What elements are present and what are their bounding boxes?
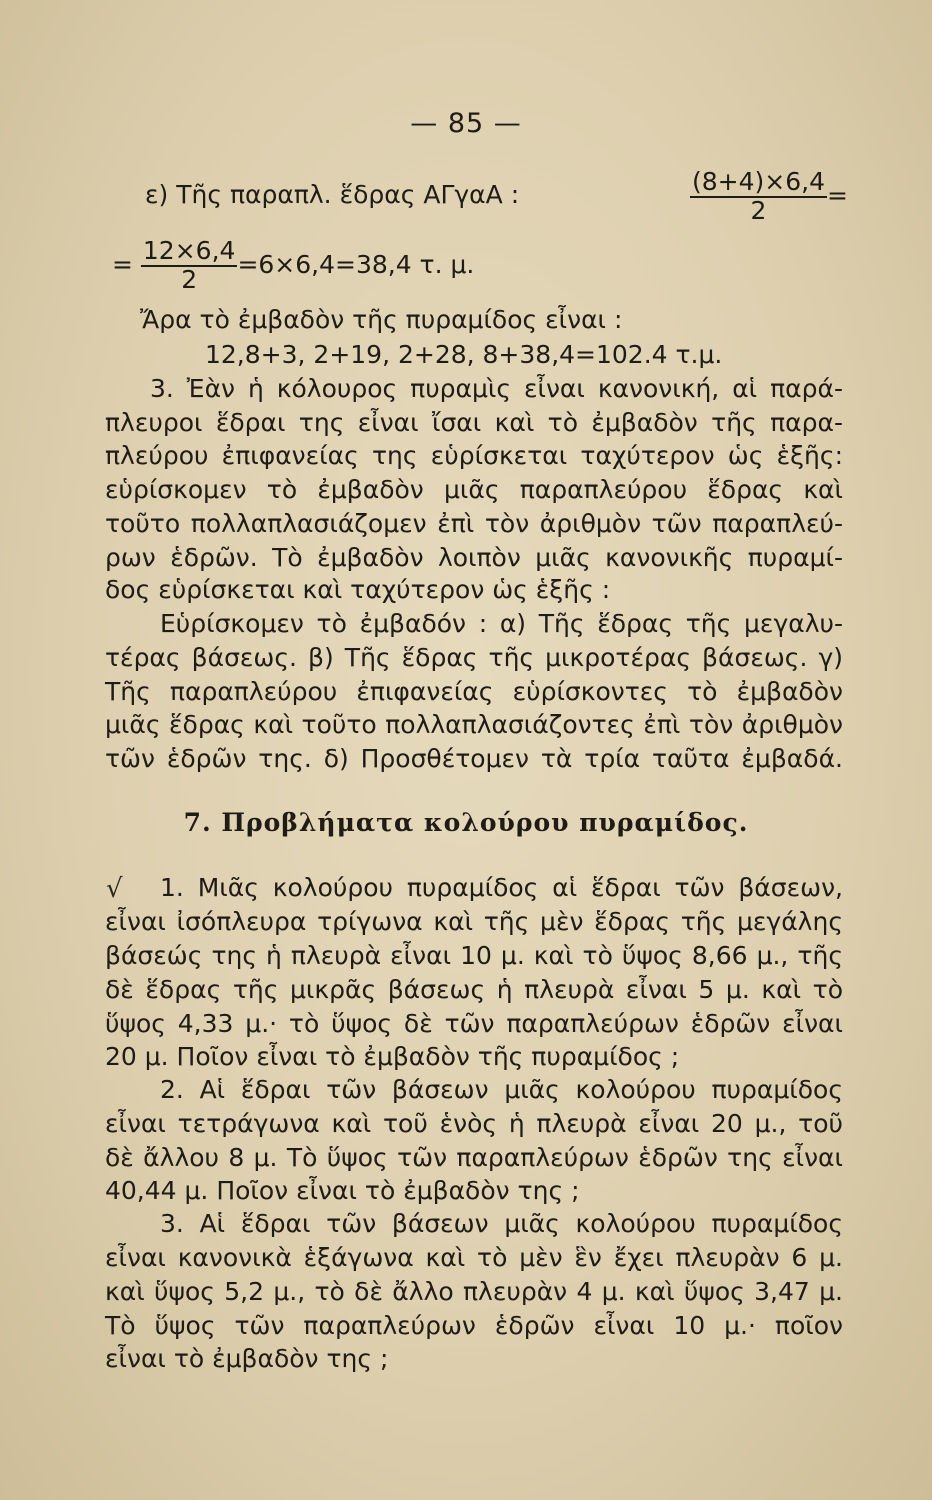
page-number: — 85 — <box>410 108 522 139</box>
problem-line: ὕψος 4,33 μ.· τὸ ὕψος δὲ τῶν παραπλεύρων ἑδρῶν εἶναι <box>105 1009 843 1038</box>
problem-line: 40,44 μ. Ποῖον εἶναι τὸ ἐμβαδὸν της ; <box>105 1176 580 1205</box>
problem-line: εἶναι κανονικὰ ἑξάγωνα καὶ τὸ μὲν ἓν ἔχει πλευρὰν 6 μ. <box>105 1243 843 1272</box>
problem-line: 20 μ. Ποῖον εἶναι τὸ ἐμβαδὸν τῆς πυραμίδος ; <box>105 1042 680 1071</box>
fraction-denominator: 2 <box>181 265 198 294</box>
paragraph-line: εὑρίσκομεν τὸ ἐμβαδὸν μιᾶς παραπλεύρου ἕδρας καὶ <box>105 475 843 504</box>
problem-line: καὶ ὕψος 5,2 μ., τὸ δὲ ἄλλο πλευρὰν 4 μ. καὶ ὕψος 3,47 μ. <box>105 1277 843 1306</box>
fraction <box>690 168 827 224</box>
problem-line: δὲ ἕδρας τῆς μικρᾶς βάσεως ἡ πλευρὰ εἶναι 5 μ. καὶ τὸ <box>105 975 843 1004</box>
problem-line: βάσεώς της ἡ πλευρὰ εἶναι 10 μ. καὶ τὸ ὕψος 8,66 μ., τῆς <box>105 941 843 970</box>
formula-fraction-1 <box>690 168 848 224</box>
problem-line: εἶναι τὸ ἐμβαδὸν της ; <box>105 1344 389 1373</box>
paragraph-line: Εὑρίσκομεν τὸ ἐμβαδόν : α) Τῆς ἕδρας τῆς μεγαλυ- <box>160 609 843 638</box>
section-heading: 7. Προβλήματα κολούρου πυραμίδος. <box>183 808 749 837</box>
problem-line: 2. Αἱ ἕδραι τῶν βάσεων μιᾶς κολούρου πυραμίδος <box>160 1075 843 1104</box>
handwritten-check-mark: √ <box>106 874 123 904</box>
fraction <box>141 237 238 293</box>
paragraph-line: τοῦτο πολλαπλασιάζομεν ἐπὶ τὸν ἀριθμὸν τῶν παραπλεύ- <box>105 509 843 538</box>
paragraph-line: δος εὑρίσκεται καὶ ταχύτερον ὡς ἑξῆς : <box>105 575 611 604</box>
equals-sign: = <box>112 250 133 279</box>
problem-line: Τὸ ὕψος τῶν παραπλεύρων ἑδρῶν εἶναι 10 μ.· ποῖον <box>105 1311 843 1340</box>
formula-label: ε) Τῆς παραπλ. ἕδρας ΑΓγαΑ : <box>145 180 520 209</box>
paragraph-line: τέρας βάσεως. β) Τῆς ἕδρας τῆς μικροτέρας βάσεως. γ) <box>105 643 843 672</box>
fraction-numerator: 12×6,4 <box>142 236 236 265</box>
paragraph-line: μιᾶς ἕδρας καὶ τοῦτο πολλαπλασιάζοντες ἐπὶ τὸν ἀριθμὸν <box>105 710 843 739</box>
paragraph-line: πλεύρου ἐπιφανείας της εὑρίσκεται ταχύτερον ὡς ἑξῆς: <box>105 441 843 470</box>
fraction-numerator: (8+4)×6,4 <box>692 167 825 196</box>
formula-result: =6×6,4=38,4 τ. μ. <box>237 250 475 279</box>
problem-line: εἶναι ἰσόπλευρα τρίγωνα καὶ τῆς μὲν ἕδρας τῆς μεγάλης <box>105 907 843 936</box>
paragraph-line: ρων ἑδρῶν. Τὸ ἐμβαδὸν λοιπὸν μιᾶς κανονικῆς πυραμί- <box>105 543 843 572</box>
total-line-2: 12,8+3, 2+19, 2+28, 8+38,4=102.4 τ.μ. <box>205 340 723 369</box>
paragraph-line: Τῆς παραπλεύρου ἐπιφανείας εὑρίσκοντες τὸ ἐμβαδὸν <box>105 677 843 706</box>
paragraph-line: 3. Ἐὰν ἡ κόλουρος πυραμὶς εἶναι κανονική, αἱ παρά- <box>150 374 843 403</box>
equals-sign: = <box>826 181 848 210</box>
total-line-1: Ἄρα τὸ ἐμβαδὸν τῆς πυραμίδος εἶναι : <box>140 305 623 334</box>
paragraph-line: πλευροι ἕδραι της εἶναι ἴσαι καὶ τὸ ἐμβαδὸν τῆς παρα- <box>105 408 843 437</box>
paragraph-line: τῶν ἑδρῶν της. δ) Προσθέτομεν τὰ τρία ταῦτα ἐμβαδά. <box>105 744 843 773</box>
problem-line: 1. Μιᾶς κολούρου πυραμίδος αἱ ἕδραι τῶν βάσεων, <box>160 873 843 902</box>
problem-line: δὲ ἄλλου 8 μ. Τὸ ὕψος τῶν παραπλεύρων ἑδρῶν της εἶναι <box>105 1143 843 1172</box>
problem-line: εἶναι τετράγωνα καὶ τοῦ ἑνὸς ἡ πλευρὰ εἶναι 20 μ., τοῦ <box>105 1109 843 1138</box>
problem-line: 3. Αἱ ἕδραι τῶν βάσεων μιᾶς κολούρου πυραμίδος <box>160 1209 843 1238</box>
formula-line-2 <box>112 237 474 293</box>
fraction-denominator: 2 <box>750 196 767 225</box>
